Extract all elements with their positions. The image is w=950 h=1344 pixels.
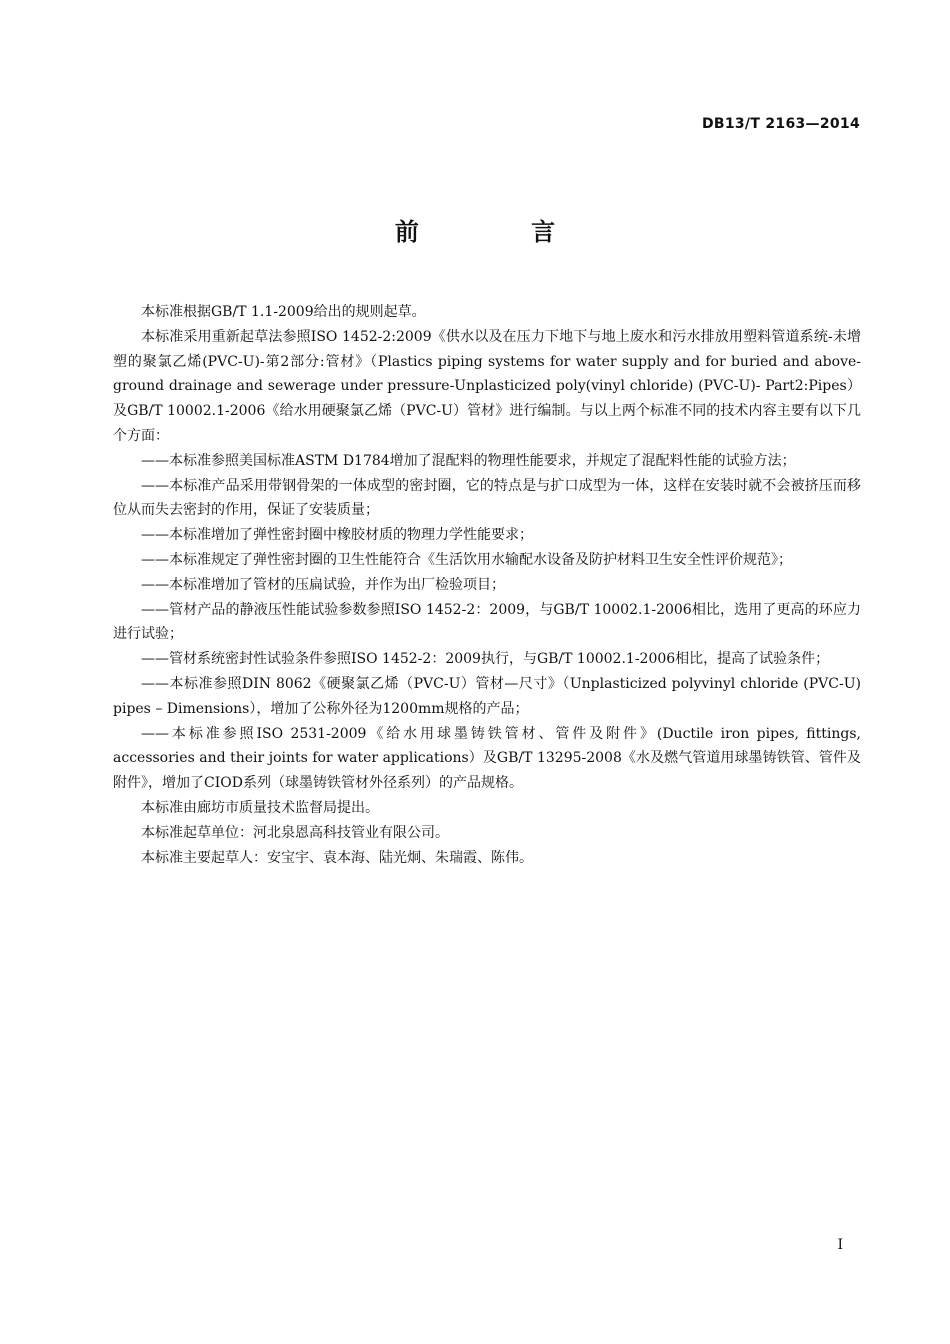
list-item: ——本标准产品采用带钢骨架的一体成型的密封圈，它的特点是与扩口成型为一体，这样在安装时就不会被挤压而移位从而失去密封的作用，保证了安装质量；: [113, 477, 861, 519]
document-code: DB13/T 2163—2014: [701, 116, 860, 132]
page-number: I: [837, 1237, 843, 1253]
list-item: ——本标准增加了管材的压扁试验，并作为出厂检验项目；: [141, 576, 505, 593]
list-item: ——本标准参照ISO 2531-2009《给水用球墨铸铁管材、管件及附件》(Ductile iron pipes, fittings, accessories and their joints for water applications）及GB/T 13295-2008《水及燃气管道用球墨铸铁管、管件及附件》，增加了CIOD系列（球墨铸铁管材外径系列）的产品规格。: [113, 725, 861, 792]
paragraph-proposer: 本标准由廊坊市质量技术监督局提出。: [141, 799, 379, 816]
list-item: ——本标准参照DIN 8062《硬聚氯乙烯（PVC-U）管材—尺寸》（Unplasticized polyvinyl chloride (PVC-U) pipes – Dimensions），增加了公称外径为1200mm规格的产品；: [113, 675, 861, 717]
list-item: ——本标准参照美国标准ASTM D1784增加了混配料的物理性能要求，并规定了混配料性能的试验方法；: [141, 452, 796, 469]
list-item: ——本标准增加了弹性密封圈中橡胶材质的物理力学性能要求；: [141, 527, 533, 544]
paragraph-reference-standards: 本标准采用重新起草法参照ISO 1452-2:2009《供水以及在压力下地下与地上废水和污水排放用塑料管道系统-未增塑的聚氯乙烯(PVC-U)-第2部分:管材》（Plastics piping systems for water supply and for buried and above-ground drainage and sewerage under pressure-Unplasticized poly(vinyl chloride) (PVC-U)- Part2:Pipes）及GB/T 10002.1-2006《给水用硬聚氯乙烯（PVC-U）管材》进行编制。与以上两个标准不同的技术内容主要有以下几个方面：: [113, 328, 861, 444]
paragraph-drafting-rules: 本标准根据GB/T 1.1-2009给出的规则起草。: [141, 304, 426, 320]
list-item: ——管材产品的静液压性能试验参数参照ISO 1452-2：2009，与GB/T 10002.1-2006相比，选用了更高的环应力进行试验；: [113, 601, 861, 643]
paragraph-drafting-unit: 本标准起草单位：河北泉恩高科技管业有限公司。: [141, 824, 449, 841]
list-item: ——管材系统密封性试验条件参照ISO 1452-2：2009执行，与GB/T 10002.1-2006相比，提高了试验条件；: [141, 651, 830, 668]
page-title: 前 言: [394, 218, 608, 246]
foreword-body: [113, 300, 861, 870]
list-item: ——本标准规定了弹性密封圈的卫生性能符合《生活饮用水输配水设备及防护材料卫生安全性评价规范》；: [141, 551, 792, 568]
paragraph-drafters: 本标准主要起草人：安宝宇、袁本海、陆光炯、朱瑞霞、陈伟。: [141, 849, 533, 866]
